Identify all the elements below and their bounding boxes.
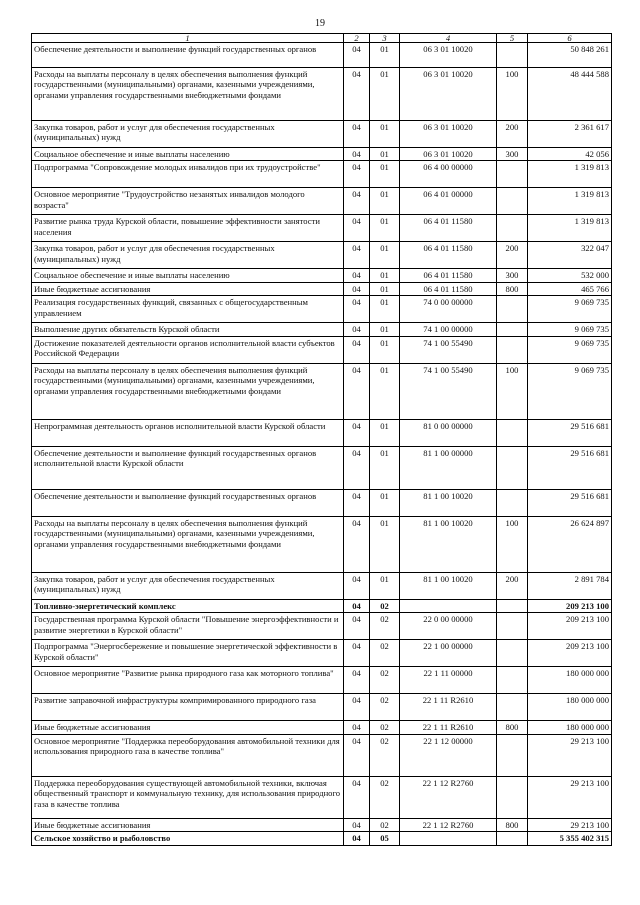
row-subsection: 01 (370, 419, 400, 446)
row-target-item: 06 3 01 10020 (400, 68, 497, 121)
row-section: 04 (344, 43, 370, 68)
row-name: Основное мероприятие "Развитие рынка природного газа как моторного топлива" (32, 667, 344, 694)
table-row (32, 516, 612, 572)
row-name: Основное мероприятие "Поддержка переоборудования автомобильной техники для использования природного газа в качестве топлива" (32, 734, 344, 776)
table-row (32, 336, 612, 363)
table-row (32, 599, 612, 612)
row-expense-type (497, 489, 528, 516)
row-amount: 209 213 100 (528, 613, 612, 640)
row-name: Топливно-энергетический комплекс (32, 599, 344, 612)
row-expense-type: 100 (497, 68, 528, 121)
table-row (32, 161, 612, 188)
row-subsection: 01 (370, 296, 400, 323)
row-expense-type (497, 734, 528, 776)
row-section: 04 (344, 516, 370, 572)
row-amount: 2 891 784 (528, 572, 612, 599)
row-name: Иные бюджетные ассигнования (32, 282, 344, 295)
table-row (32, 832, 612, 845)
row-section: 04 (344, 121, 370, 148)
row-amount: 180 000 000 (528, 667, 612, 694)
row-expense-type: 200 (497, 121, 528, 148)
row-subsection: 01 (370, 148, 400, 161)
row-section: 04 (344, 161, 370, 188)
row-name: Непрограммная деятельность органов исполнительной власти Курской области (32, 419, 344, 446)
row-subsection: 01 (370, 121, 400, 148)
table-row (32, 734, 612, 776)
row-name: Выполнение других обязательств Курской области (32, 323, 344, 336)
row-name: Подпрограмма "Сопровождение молодых инвалидов при их трудоустройстве" (32, 161, 344, 188)
row-name: Иные бюджетные ассигнования (32, 721, 344, 734)
row-amount: 9 069 735 (528, 336, 612, 363)
row-expense-type (497, 832, 528, 845)
row-subsection: 01 (370, 269, 400, 282)
row-amount: 42 056 (528, 148, 612, 161)
row-name: Расходы на выплаты персоналу в целях обеспечения выполнения функций государственными (муниципальными) органами, казенными учреждениями, органами управления государственными внебюджетными фондами (32, 363, 344, 419)
row-name: Сельское хозяйство и рыболовство (32, 832, 344, 845)
row-amount: 48 444 588 (528, 68, 612, 121)
row-subsection: 02 (370, 640, 400, 667)
table-row (32, 640, 612, 667)
row-subsection: 01 (370, 323, 400, 336)
row-name: Достижение показателей деятельности органов исполнительной власти субъектов Российской Федерации (32, 336, 344, 363)
row-expense-type (497, 336, 528, 363)
row-name: Закупка товаров, работ и услуг для обеспечения государственных (муниципальных) нужд (32, 572, 344, 599)
table-row (32, 363, 612, 419)
row-section: 04 (344, 489, 370, 516)
row-target-item: 06 4 01 11580 (400, 215, 497, 242)
row-subsection: 02 (370, 667, 400, 694)
row-target-item: 22 0 00 00000 (400, 613, 497, 640)
row-amount: 29 213 100 (528, 818, 612, 831)
row-section: 04 (344, 323, 370, 336)
row-section: 04 (344, 613, 370, 640)
row-target-item: 81 1 00 10020 (400, 516, 497, 572)
table-row (32, 572, 612, 599)
row-expense-type: 200 (497, 242, 528, 269)
row-name: Подпрограмма "Энергосбережение и повышение энергетической эффективности в Курской области" (32, 640, 344, 667)
row-section: 04 (344, 640, 370, 667)
table-row (32, 148, 612, 161)
row-amount: 29 516 681 (528, 489, 612, 516)
row-amount: 180 000 000 (528, 721, 612, 734)
row-expense-type (497, 694, 528, 721)
row-amount: 9 069 735 (528, 323, 612, 336)
row-subsection: 01 (370, 516, 400, 572)
row-expense-type (497, 161, 528, 188)
row-target-item: 81 1 00 10020 (400, 572, 497, 599)
row-expense-type: 100 (497, 363, 528, 419)
row-expense-type (497, 215, 528, 242)
row-section: 04 (344, 148, 370, 161)
page-number: 19 (315, 18, 325, 29)
row-expense-type (497, 323, 528, 336)
row-section: 04 (344, 363, 370, 419)
row-target-item: 22 1 11 R2610 (400, 694, 497, 721)
row-target-item: 74 1 00 55490 (400, 363, 497, 419)
row-target-item: 81 0 00 00000 (400, 419, 497, 446)
row-expense-type (497, 776, 528, 818)
row-target-item: 06 4 00 00000 (400, 161, 497, 188)
row-subsection: 01 (370, 572, 400, 599)
column-header-name: 1 (32, 34, 344, 43)
table-row (32, 419, 612, 446)
row-target-item: 06 3 01 10020 (400, 148, 497, 161)
table-row (32, 121, 612, 148)
row-expense-type: 200 (497, 572, 528, 599)
budget-table (31, 33, 612, 846)
row-target-item: 22 1 00 00000 (400, 640, 497, 667)
row-expense-type (497, 640, 528, 667)
header-row (32, 34, 612, 43)
row-section: 04 (344, 446, 370, 489)
row-target-item: 74 1 00 00000 (400, 323, 497, 336)
table-row (32, 776, 612, 818)
row-expense-type: 800 (497, 282, 528, 295)
row-target-item: 06 4 01 11580 (400, 269, 497, 282)
row-subsection: 01 (370, 68, 400, 121)
table-row (32, 282, 612, 295)
row-section: 04 (344, 215, 370, 242)
column-header-section: 2 (344, 34, 370, 43)
row-subsection: 02 (370, 694, 400, 721)
row-name: Расходы на выплаты персоналу в целях обеспечения выполнения функций государственными (муниципальными) органами, казенными учреждениями, органами управления государственными внебюджетными фондами (32, 516, 344, 572)
row-name: Иные бюджетные ассигнования (32, 818, 344, 831)
row-target-item: 06 4 01 11580 (400, 282, 497, 295)
row-section: 04 (344, 188, 370, 215)
row-target-item: 74 0 00 00000 (400, 296, 497, 323)
column-header-subsection: 3 (370, 34, 400, 43)
row-subsection: 01 (370, 446, 400, 489)
row-amount: 322 047 (528, 242, 612, 269)
row-amount: 26 624 897 (528, 516, 612, 572)
row-amount: 209 213 100 (528, 599, 612, 612)
row-name: Закупка товаров, работ и услуг для обеспечения государственных (муниципальных) нужд (32, 121, 344, 148)
row-expense-type: 300 (497, 148, 528, 161)
row-target-item: 81 1 00 10020 (400, 489, 497, 516)
row-name: Реализация государственных функций, связанных с общегосударственным управлением (32, 296, 344, 323)
row-subsection: 01 (370, 336, 400, 363)
row-amount: 29 516 681 (528, 419, 612, 446)
row-expense-type (497, 667, 528, 694)
row-section: 04 (344, 776, 370, 818)
row-section: 04 (344, 242, 370, 269)
row-expense-type: 300 (497, 269, 528, 282)
row-name: Социальное обеспечение и иные выплаты населению (32, 148, 344, 161)
row-subsection: 02 (370, 734, 400, 776)
row-section: 04 (344, 721, 370, 734)
table-row (32, 613, 612, 640)
row-expense-type (497, 446, 528, 489)
row-name: Развитие заправочной инфраструктуры компримированного природного газа (32, 694, 344, 721)
row-name: Закупка товаров, работ и услуг для обеспечения государственных (муниципальных) нужд (32, 242, 344, 269)
row-section: 04 (344, 282, 370, 295)
row-section: 04 (344, 269, 370, 282)
table-row (32, 215, 612, 242)
row-section: 04 (344, 68, 370, 121)
row-section: 04 (344, 818, 370, 831)
row-section: 04 (344, 572, 370, 599)
row-amount: 2 361 617 (528, 121, 612, 148)
row-expense-type: 100 (497, 516, 528, 572)
row-section: 04 (344, 336, 370, 363)
row-target-item: 22 1 11 R2610 (400, 721, 497, 734)
row-expense-type (497, 599, 528, 612)
row-name: Социальное обеспечение и иные выплаты населению (32, 269, 344, 282)
table-row (32, 489, 612, 516)
row-section: 04 (344, 694, 370, 721)
row-target-item (400, 832, 497, 845)
row-subsection: 01 (370, 282, 400, 295)
row-name: Расходы на выплаты персоналу в целях обеспечения выполнения функций государственными (муниципальными) органами, казенными учреждениями, органами управления государственными внебюджетными фондами (32, 68, 344, 121)
row-name: Обеспечение деятельности и выполнение функций государственных органов исполнительной власти Курской области (32, 446, 344, 489)
row-target-item: 22 1 12 R2760 (400, 818, 497, 831)
row-amount: 209 213 100 (528, 640, 612, 667)
table-row (32, 68, 612, 121)
row-subsection: 02 (370, 599, 400, 612)
table-row (32, 446, 612, 489)
row-amount: 180 000 000 (528, 694, 612, 721)
row-target-item (400, 599, 497, 612)
row-target-item: 81 1 00 00000 (400, 446, 497, 489)
row-subsection: 05 (370, 832, 400, 845)
row-amount: 532 000 (528, 269, 612, 282)
row-section: 04 (344, 296, 370, 323)
table-row (32, 721, 612, 734)
row-name: Поддержка переоборудования существующей автомобильной техники, включая общественный транспорт и коммунальную технику, для использования природного газа в качестве топлива (32, 776, 344, 818)
row-subsection: 01 (370, 215, 400, 242)
row-target-item: 22 1 11 00000 (400, 667, 497, 694)
row-subsection: 01 (370, 161, 400, 188)
row-name: Обеспечение деятельности и выполнение функций государственных органов (32, 489, 344, 516)
row-section: 04 (344, 734, 370, 776)
row-section: 04 (344, 419, 370, 446)
row-subsection: 01 (370, 43, 400, 68)
row-name: Обеспечение деятельности и выполнение функций государственных органов (32, 43, 344, 68)
row-target-item: 22 1 12 R2760 (400, 776, 497, 818)
table-row (32, 667, 612, 694)
row-name: Развитие рынка труда Курской области, повышение эффективности занятости населения (32, 215, 344, 242)
table-row (32, 43, 612, 68)
row-amount: 50 848 261 (528, 43, 612, 68)
column-header-amount: 6 (528, 34, 612, 43)
row-amount: 29 213 100 (528, 776, 612, 818)
row-target-item: 06 3 01 10020 (400, 43, 497, 68)
row-amount: 1 319 813 (528, 215, 612, 242)
row-subsection: 02 (370, 776, 400, 818)
row-amount: 29 516 681 (528, 446, 612, 489)
row-subsection: 02 (370, 818, 400, 831)
row-name: Государственная программа Курской области "Повышение энергоэффективности и развитие энергетики в Курской области" (32, 613, 344, 640)
table-row (32, 269, 612, 282)
row-section: 04 (344, 667, 370, 694)
row-subsection: 01 (370, 242, 400, 269)
column-header-expense-type: 5 (497, 34, 528, 43)
row-target-item: 74 1 00 55490 (400, 336, 497, 363)
row-expense-type (497, 419, 528, 446)
row-section: 04 (344, 832, 370, 845)
row-name: Основное мероприятие "Трудоустройство незанятых инвалидов молодого возраста" (32, 188, 344, 215)
row-target-item: 22 1 12 00000 (400, 734, 497, 776)
table-row (32, 323, 612, 336)
row-expense-type (497, 188, 528, 215)
table-row (32, 242, 612, 269)
table-row (32, 694, 612, 721)
table-row (32, 296, 612, 323)
row-amount: 5 355 402 315 (528, 832, 612, 845)
row-subsection: 02 (370, 613, 400, 640)
row-expense-type (497, 296, 528, 323)
row-subsection: 01 (370, 188, 400, 215)
row-amount: 465 766 (528, 282, 612, 295)
row-subsection: 02 (370, 721, 400, 734)
row-target-item: 06 4 01 00000 (400, 188, 497, 215)
row-target-item: 06 4 01 11580 (400, 242, 497, 269)
row-target-item: 06 3 01 10020 (400, 121, 497, 148)
row-subsection: 01 (370, 489, 400, 516)
row-expense-type (497, 43, 528, 68)
row-amount: 9 069 735 (528, 363, 612, 419)
row-amount: 9 069 735 (528, 296, 612, 323)
row-amount: 1 319 813 (528, 188, 612, 215)
row-subsection: 01 (370, 363, 400, 419)
row-amount: 1 319 813 (528, 161, 612, 188)
row-expense-type (497, 613, 528, 640)
row-expense-type: 800 (497, 818, 528, 831)
row-section: 04 (344, 599, 370, 612)
table-row (32, 818, 612, 831)
row-amount: 29 213 100 (528, 734, 612, 776)
row-expense-type: 800 (497, 721, 528, 734)
table-row (32, 188, 612, 215)
column-header-target-item: 4 (400, 34, 497, 43)
